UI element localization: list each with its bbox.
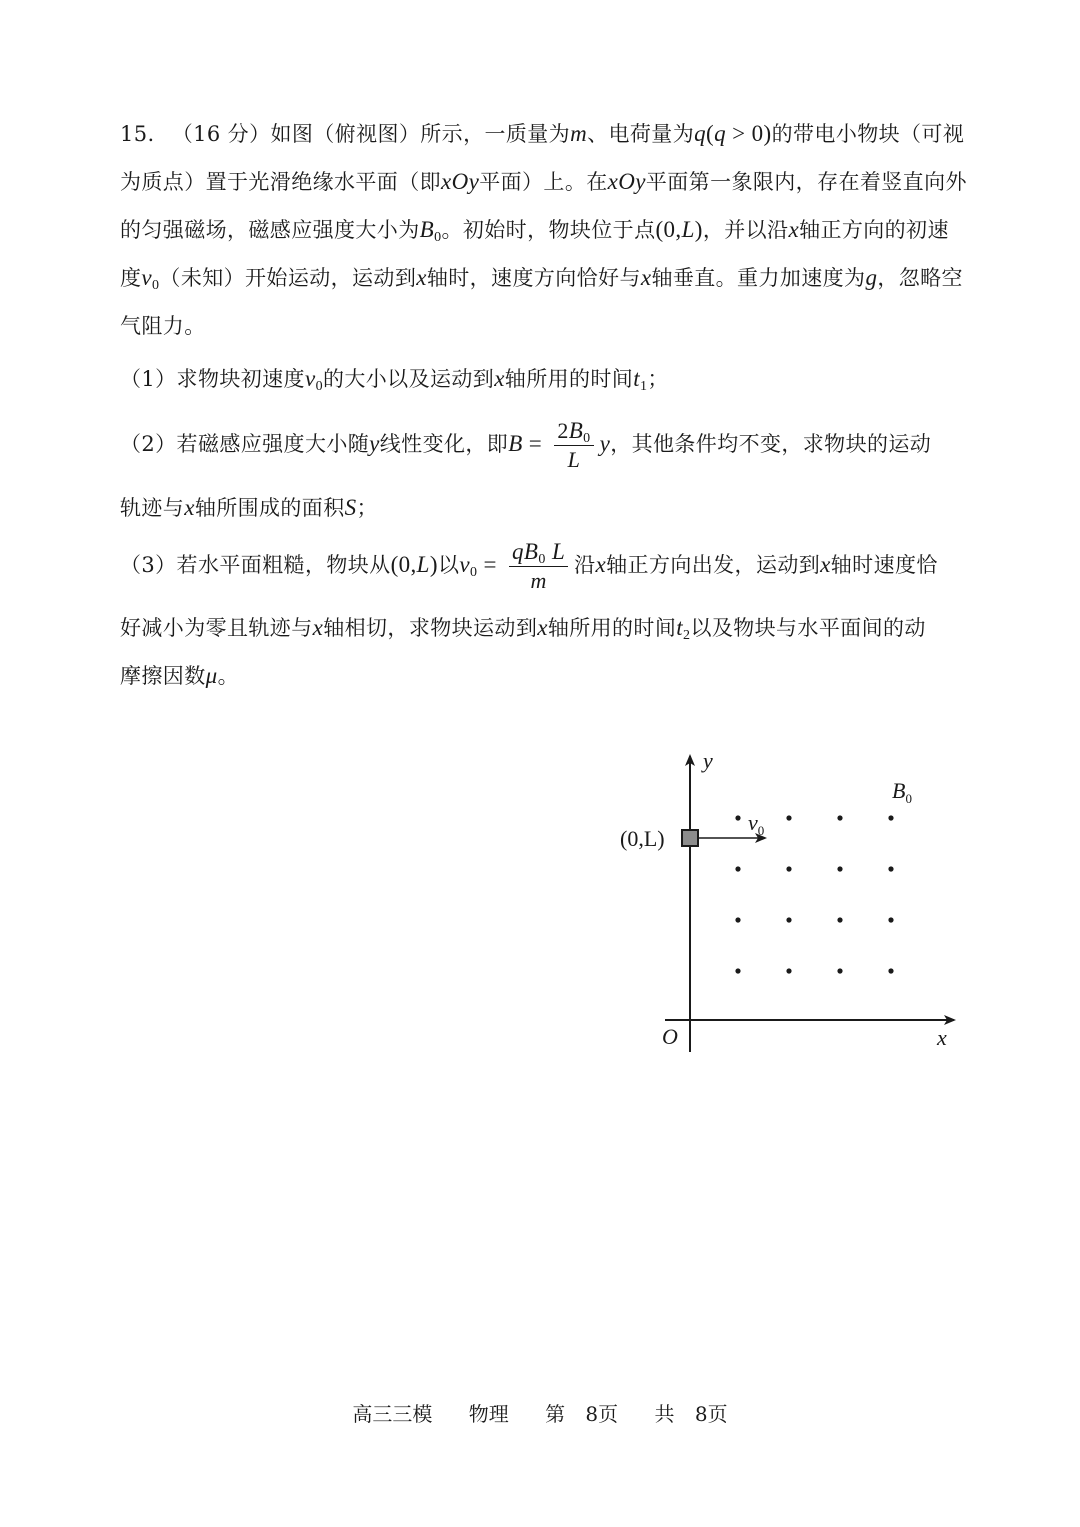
field-dot (786, 866, 791, 871)
part-2-line-2 (120, 492, 970, 522)
part-1 (120, 363, 970, 393)
field-dot (837, 815, 842, 820)
field-dot (735, 968, 740, 973)
part-2-text-2: 轨迹与x轴所围成的面积S； (120, 495, 378, 520)
footer-exam: 高三三模 (352, 1402, 433, 1426)
field-dot (786, 815, 791, 820)
field-dot (837, 917, 842, 922)
x-axis-label: x (937, 1025, 947, 1050)
y-axis-label: y (703, 748, 713, 773)
part-3-text-3: 摩擦因数μ。 (120, 663, 239, 688)
problem-score: （16 分） (171, 122, 271, 146)
part-3-text-2: 好减小为零且轨迹与x轴相切，求物块运动到x轴所用的时间$t_2$以及物块与水平面间的动 (120, 615, 926, 643)
field-dot (888, 866, 893, 871)
part-2-text-1: （2）若磁感应强度大小随y线性变化，即B = $\frac{2B_0}{L}$ y，其他条件均不变，求物块的运动 (120, 418, 932, 472)
fraction: $\frac{qB_0 L}{m}$ (509, 538, 568, 595)
origin-label: O (662, 1024, 678, 1049)
field-dot (735, 917, 740, 922)
problem-stem (120, 110, 970, 350)
part-3-line-2 (120, 612, 970, 642)
part-1-text: （1）求物块初速度$v_0$的大小以及运动到x轴所用的时间$t_1$； (120, 366, 669, 394)
part-3-line-3 (120, 660, 970, 690)
field-dot (888, 968, 893, 973)
field-dot (735, 815, 740, 820)
magnetic-field-diagram (610, 740, 970, 1060)
page-footer (0, 1398, 1080, 1427)
field-dot (888, 815, 893, 820)
particle-block (682, 830, 698, 846)
start-point-label: (0,L) (620, 826, 665, 851)
field-dot (888, 917, 893, 922)
footer-total: 共 8页 (654, 1402, 728, 1426)
field-dot (786, 917, 791, 922)
velocity-label: $v_0$ (748, 810, 765, 838)
field-dot (786, 968, 791, 973)
field-dot (735, 866, 740, 871)
field-label: $B_0$ (892, 778, 912, 806)
footer-page: 第 8页 (545, 1402, 619, 1426)
part-2-line-1 (120, 417, 970, 474)
fraction: $\frac{2B_0}{L}$ (554, 417, 593, 474)
problem-stem-text: 如图（俯视图）所示，一质量为m、电荷量为q(q > 0)的带电小物块（可视为质点）置于光滑绝缘水平面（即xOy平面）上。在xOy平面第一象限内，存在着竖直向外的匀强磁场，磁感应强度大小为$B_0$。初始时，物块位于点(0,L)，并以沿x轴正方向的初速度$v_0$（未知）开始运动，运动到x轴时，速度方向恰好与x轴垂直。重力加速度为g，忽略空气阻力。 (120, 121, 967, 338)
field-dot-grid (735, 815, 893, 973)
part-3-line-1 (120, 538, 970, 595)
problem-number: 15. (120, 122, 155, 146)
field-dot (837, 866, 842, 871)
footer-subject: 物理 (468, 1402, 509, 1426)
field-dot (837, 968, 842, 973)
part-3-text-1: （3）若水平面粗糙，物块从(0,L)以$v_0$ = $\frac{qB_0 L}{m}$ 沿x轴正方向出发，运动到x轴时速度恰 (120, 539, 938, 593)
